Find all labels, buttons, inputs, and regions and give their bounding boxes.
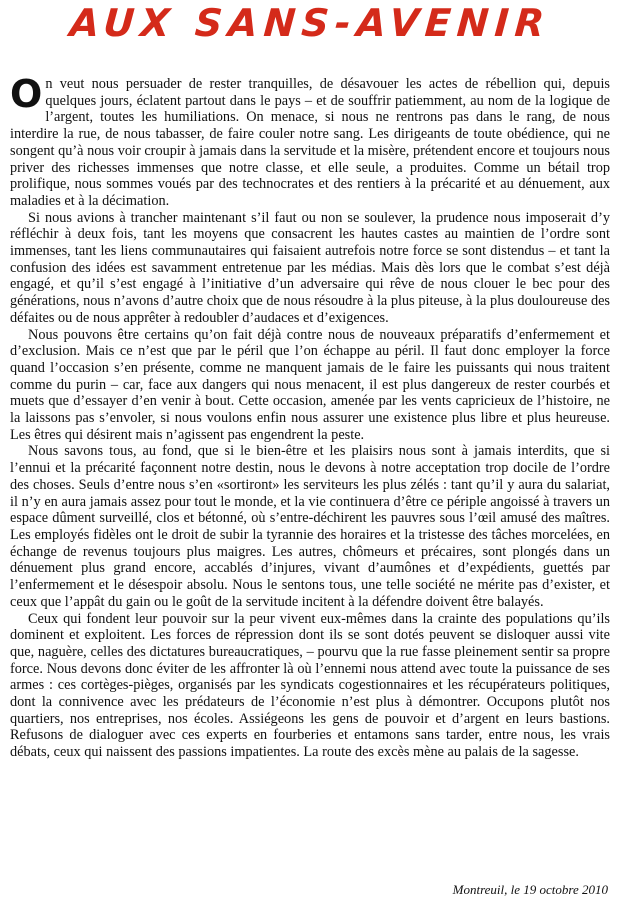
- article-body: [10, 72, 610, 761]
- paragraph-1: [10, 72, 610, 210]
- paragraph-2: Si nous avions à trancher maintenant s’il faut ou non se soulever, la prudence nous imposerait d’y réfléchir à deux fois, tant les moyens que consacrent les hautes castes au maintien de l’ordre sont immenses, tant les liens communautaires qui faisaient autrefois notre force se sont distendus – et tant la confusion des idées est savamment entretenue par les médias. Mais dès lors que le combat s’est déjà engagé, et qu’il s’est engagé à l’initiative d’un adversaire qui rêve de nous clouer le bec pour des générations, nous n’avons d’autre choix que de nous résoudre à la plus piteuse, à la plus douloureuse des défaites ou de nous apprêter à redoubler d’audaces et d’exigences.: [10, 209, 610, 326]
- paragraph-4: Nous savons tous, au fond, que si le bien-être et les plaisirs nous sont à jamais interdits, que si l’ennui et la précarité façonnent notre destin, nous le devons à notre acceptation trop docile de l’ordre des choses. Seuls d’entre nous s’en «sortiront» les serviteurs les plus zélés : tant qu’il y aura du salariat, il n’y en aura jamais assez pour tout le monde, et la vie continuera d’être ce périple angoissé à travers un espace dûment surveillé, clos et bétonné, où s’entre-déchirent les pauvres sous l’œil amusé des maîtres. Les employés fidèles ont le droit de subir la tyrannie des horaires et la tristesse des tâches morcelées, en échange de revenus toujours plus maigres. Les autres, chômeurs et précaires, sont plongés dans un dénuement plus grand encore, accablés d’injures, vivant d’aumônes et d’expédients, guettés par l’enfermement et le désespoir absolu. Nous le sentons tous, une telle société ne mérite pas d’exister, et ceux que l’appât du gain ou le goût de la servitude incitent à la défendre doivent être balayés.: [10, 443, 610, 610]
- drop-cap: O: [10, 72, 43, 116]
- paragraph-3: Nous pouvons être certains qu’on fait déjà contre nous de nouveaux préparatifs d’enfermement et d’exclusion. Mais ce n’est que par le péril que l’on échappe au péril. Il faut donc employer la force quand l’occasion s’en présente, comme ne manquent jamais de le faire les puissants qui nous traitent comme du purin – car, face aux dangers qui nous menacent, il est plus dangereux de rester courbés et muets que d’essayer d’en venir à bout. Cette occasion, amenée par les vents capricieux de l’histoire, ne la laissons pas s’envoler, si nous voulons enfin nous assurer une existence plus libre et plus heureuse. Les êtres qui désirent mais n’agissent pas engendrent la peste.: [10, 326, 610, 443]
- paragraph-5: Ceux qui fondent leur pouvoir sur la peur vivent eux-mêmes dans la crainte des populations qu’ils dominent et exploitent. Les forces de répression dont ils se sont dotés peuvent se disloquer aussi vite que, naguère, celles des dictatures bureaucratiques, – pourvu que la rue fasse pleinement sentir sa propre force. Nous devons donc éviter de les affronter là où l’ennemi nous attend avec toute la puissance de ses armes : ces cortèges-pièges, organisés par les syndicats cogestionnaires et les récupérateurs politiques, dont la connivence avec les prédateurs de l’économie n’est plus à démontrer. Occupons plutôt nos quartiers, nos entreprises, nos écoles. Assiégeons les gens de pouvoir et d’argent en leurs bastions. Refusons de dialoguer avec ces experts en fourberies et entamons sans tarder, entre nous, les vrais débats, ceux qui naissent des passions impatientes. La route des excès mène au palais de la sagesse.: [10, 610, 610, 761]
- document-title: AUX SANS-AVENIR: [68, 1, 552, 45]
- signature: Montreuil, le 19 octobre 2010: [452, 882, 608, 897]
- paragraph-1-text: n veut nous persuader de rester tranquilles, de désavouer les actes de rébellion qui, depuis quelques jours, éclatent partout dans le pays – et de souffrir patiemment, au nom de la logique de l’argent, toutes les humiliations. On menace, si nous ne rentrons pas dans le rang, de nous interdire la rue, de nous tabasser, de faire couler notre sang. Les dirigeants de toute obédience, qui ne songent qu’à nous voir croupir à jamais dans la servitude et la misère, prétendent encore et toujours nous priver des richesses immenses que notre classe, et elle seule, a produites. Comme un bétail trop prolifique, nous sommes voués par des technocrates et des rentiers à la précarité et au dénuement, aux maladies et à la décimation.: [10, 76, 610, 209]
